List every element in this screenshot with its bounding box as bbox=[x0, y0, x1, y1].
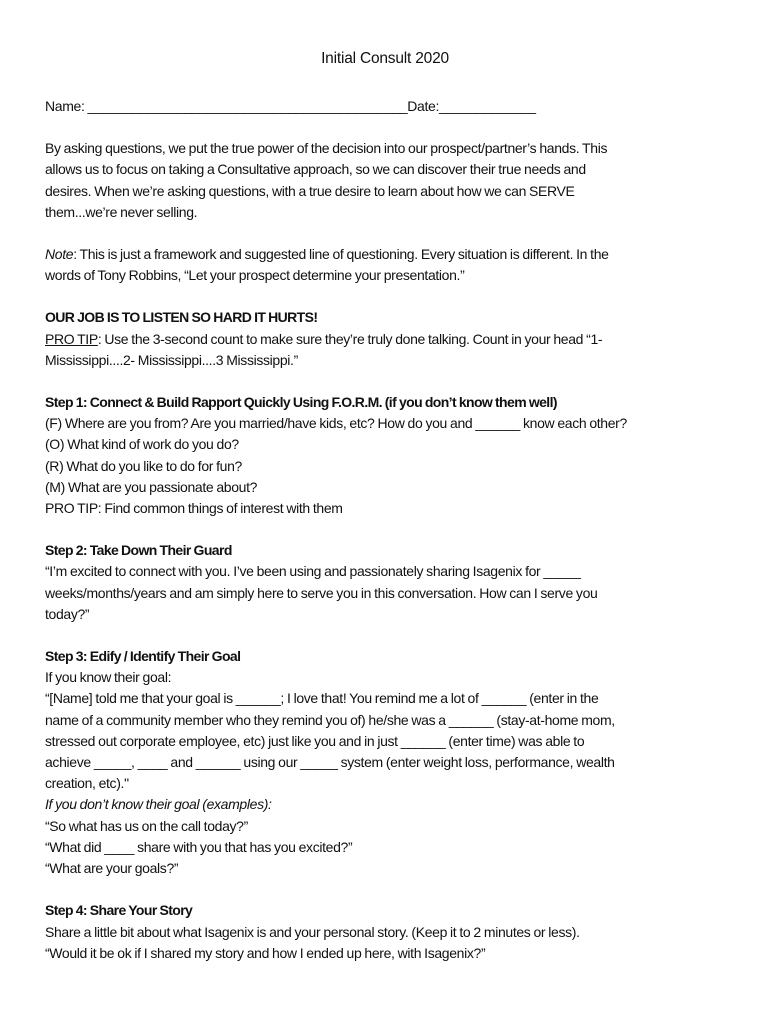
note-line bbox=[45, 244, 735, 265]
step2-line: weeks/months/years and am simply here to serve you in this conversation. How can I serve you bbox=[45, 584, 598, 601]
pro-tip-label: PRO TIP bbox=[45, 330, 98, 347]
document-title: Initial Consult 2020 bbox=[321, 50, 449, 67]
step3-line: achieve _____, ____ and ______ using our _____ system (enter weight loss, performance, wealth bbox=[45, 754, 615, 771]
intro-line: desires. When we’re asking questions, with a true desire to learn about how we can SERVE bbox=[45, 182, 575, 199]
step1-line: (O) What kind of work do you do? bbox=[45, 436, 239, 453]
document-body bbox=[45, 96, 735, 985]
step1-heading: Step 1: Connect & Build Rapport Quickly Using F.O.R.M. (if you don’t know them well) bbox=[45, 394, 557, 411]
step2-line: today?” bbox=[45, 605, 90, 622]
note-line: words of Tony Robbins, “Let your prospect determine your presentation.” bbox=[45, 267, 465, 284]
step2-line: “I’m excited to connect with you. I’ve been using and passionately sharing Isagenix for _____ bbox=[45, 563, 581, 580]
intro-paragraph bbox=[45, 138, 735, 223]
intro-line: allows us to focus on taking a Consultative approach, so we can discover their true needs and bbox=[45, 161, 586, 178]
step1-line: (R) What do you like to do for fun? bbox=[45, 457, 242, 474]
intro-line: By asking questions, we put the true power of the decision into our prospect/partner’s hands. This bbox=[45, 140, 608, 157]
step3-known-label: If you know their goal: bbox=[45, 669, 172, 686]
job-heading: OUR JOB IS TO LISTEN SO HARD IT HURTS! bbox=[45, 309, 318, 326]
step3-unknown-label: If you don’t know their goal (examples): bbox=[45, 796, 272, 813]
step3-example: “So what has us on the call today?” bbox=[45, 817, 248, 834]
step4-heading: Step 4: Share Your Story bbox=[45, 902, 193, 919]
pro-tip-line bbox=[45, 329, 735, 350]
step3-line: stressed out corporate employee, etc) just like you and in just ______ (enter time) was able to bbox=[45, 732, 585, 749]
intro-line: them...we’re never selling. bbox=[45, 203, 198, 220]
note-paragraph bbox=[45, 244, 735, 286]
step1-line: PRO TIP: Find common things of interest with them bbox=[45, 500, 343, 517]
step4-section bbox=[45, 900, 735, 964]
pro-tip-text: : Use the 3-second count to make sure they’re truly done talking. Count in your head “1- bbox=[97, 330, 603, 347]
step3-line: “[Name] told me that your goal is ______; I love that! You remind me a lot of ______ (enter in the bbox=[45, 690, 599, 707]
step1-line: (M) What are you passionate about? bbox=[45, 478, 258, 495]
step4-line: Share a little bit about what Isagenix is and your personal story. (Keep it to 2 minutes or less). bbox=[45, 923, 580, 940]
note-label: Note bbox=[45, 246, 74, 263]
step3-example: “What did ____ share with you that has you excited?” bbox=[45, 838, 353, 855]
note-text: : This is just a framework and suggested line of questioning. Every situation is different. In the bbox=[73, 246, 609, 263]
step1-line: (F) Where are you from? Are you married/have kids, etc? How do you and ______ know each other? bbox=[45, 415, 627, 432]
step3-line: name of a community member who they remind you of) he/she was a ______ (stay-at-home mom, bbox=[45, 711, 615, 728]
pro-tip-line: Mississippi....2- Mississippi....3 Mississippi.” bbox=[45, 351, 298, 368]
job-section bbox=[45, 307, 735, 371]
step3-section bbox=[45, 646, 735, 879]
step3-heading: Step 3: Edify / Identify Their Goal bbox=[45, 648, 241, 665]
step3-line: creation, etc)." bbox=[45, 775, 129, 792]
step3-example: “What are your goals?” bbox=[45, 860, 179, 877]
step2-section bbox=[45, 540, 735, 625]
step1-section bbox=[45, 392, 735, 519]
step4-line: “Would it be ok if I shared my story and how I ended up here, with Isagenix?” bbox=[45, 944, 486, 961]
step2-heading: Step 2: Take Down Their Guard bbox=[45, 542, 232, 559]
name-date-line bbox=[45, 96, 735, 117]
name-date-text: Name: ___________________________________________Date:_____________ bbox=[45, 98, 536, 114]
